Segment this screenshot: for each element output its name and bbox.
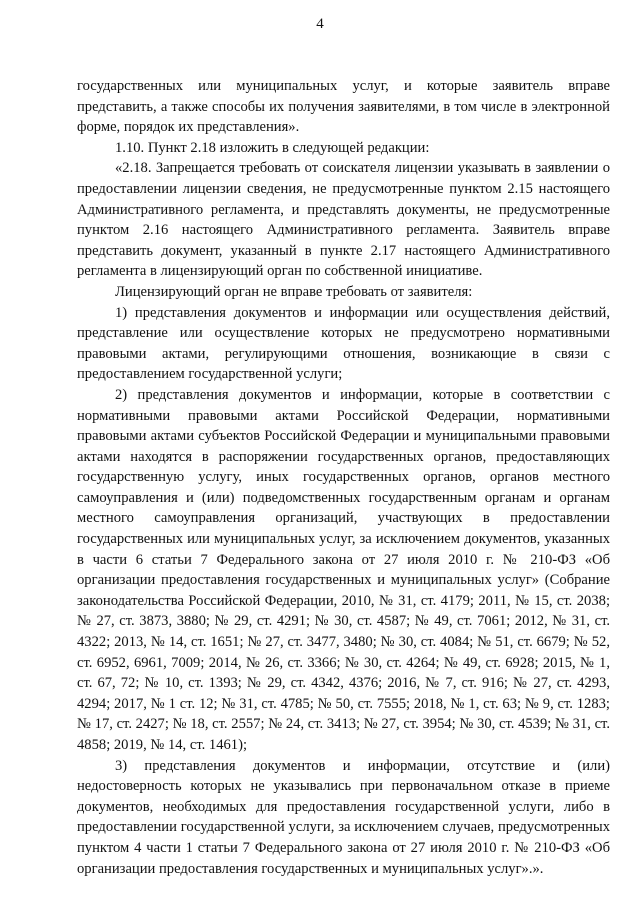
paragraph-continuation: государственных или муниципальных услуг, и которые заявитель вправе представить, а также способы их получения заявителями, в том числе в электронной форме, порядок их представления». xyxy=(77,78,610,136)
page-number: 4 xyxy=(316,16,324,32)
paragraph-list-item-1: 1) представления документов и информации или осуществления действий, представление или осуществление которых не предусмотрено нормативными правовыми актами, регулирующими отношения, возникающие в связи с предоставлением государственной услуги; xyxy=(77,304,610,383)
paragraph-list-item-3: 3) представления документов и информации, отсутствие и (или) недостоверность которых не указывались при первоначальном отказе в приеме документов, необходимых для предоставления государственной услуги, либо в предоставлении государственной услуги, за исключением случаев, предусмотренных пунктом 4 части 1 статьи 7 Федерального закона от 27 июля 2010 г. № 210-ФЗ «Об организации предоставления государственных и муниципальных услуг».». xyxy=(77,757,610,877)
paragraph-list-item-2: 2) представления документов и информации, которые в соответствии с нормативными правовыми актами Российской Федерации, нормативными правовыми актами субъектов Российской Федерации и муниципальными правовыми актами находятся в распоряжении государственных органов, предоставляющих государственную услугу, иных государственных органов, органов местного самоуправления и (или) подведомственных государственным органам и органам местного самоуправления организаций, участвующих в предоставлении государственных или муниципальных услуг, за исключением документов, указанных в части 6 статьи 7 Федерального закона от 27 июля 2010 г. № 210-ФЗ «Об организации предоставления государственных и муниципальных услуг» (Собрание законодательства Российской Федерации, 2010, № 31, ст. 4179; 2011, № 15, ст. 2038; № 27, ст. 3873, 3880; № 29, ст. 4291; № 30, ст. 4587; № 49, ст. 7061; 2012, № 31, ст. 4322; 2013, № 14, ст. 1651; № 27, ст. 3477, 3480; № 30, ст. 4084; № 51, ст. 6679; № 52, ст. 6952, 6961, 7009; 2014, № 26, ст. 3366; № 30, ст. 4264; № 49, ст. 6928; 2015, № 1, ст. 67, 72; № 10, ст. 1393; № 29, ст. 4342, 4376; 2016, № 7, ст. 916; № 27, ст. 4293, 4294; 2017, № 1 ст. 12; № 31, ст. 4785; № 50, ст. 7555; 2018, № 1, ст. 63; № 9, ст. 1283; № 17, ст. 2427; № 18, ст. 2557; № 24, ст. 3413; № 27, ст. 3954; № 30, ст. 4539; № 31, ст. 4858; 2019, № 14, ст. 1461); xyxy=(77,386,610,753)
paragraph-clause-2-18: «2.18. Запрещается требовать от соискателя лицензии указывать в заявлении о предоставлении лицензии сведения, не предусмотренные пунктом 2.15 настоящего Административного регламента, и представлять документы, не предусмотренные пунктом 2.16 настоящего Административного регламента. Заявитель вправе представить документ, указанный в пункте 2.17 настоящего Административного регламента в лицензирующий орган по собственной инициативе. xyxy=(77,160,610,280)
document-body xyxy=(77,76,610,879)
paragraph-item-1-10: 1.10. Пункт 2.18 изложить в следующей редакции: xyxy=(115,139,430,156)
paragraph-prohibition-intro: Лицензирующий орган не вправе требовать от заявителя: xyxy=(115,283,473,300)
